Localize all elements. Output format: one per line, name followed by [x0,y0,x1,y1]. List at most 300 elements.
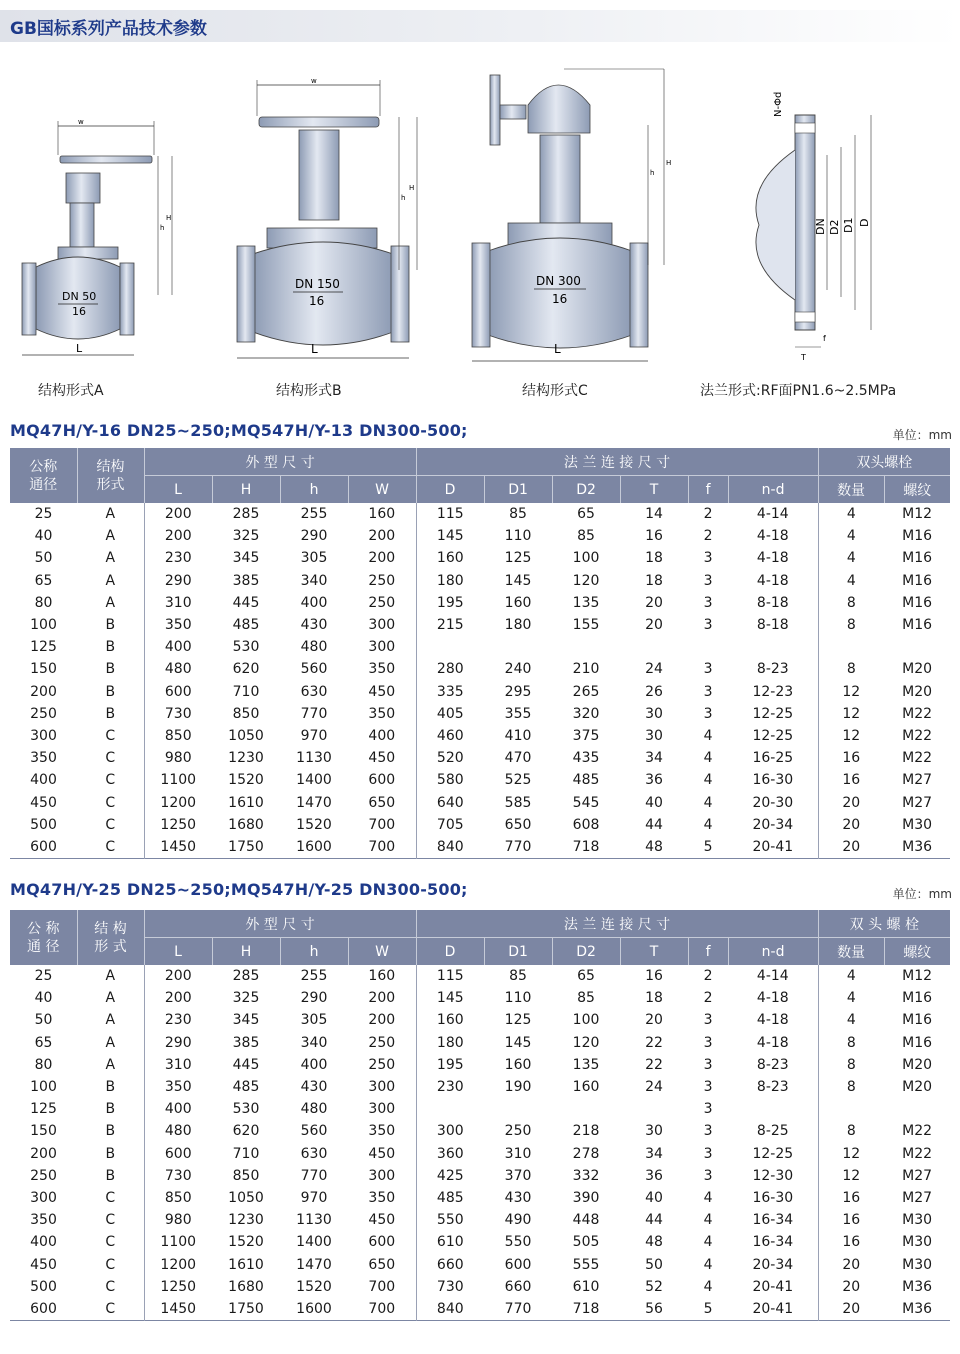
table-cell: 20-34 [728,814,818,836]
table-cell: 2 [703,506,713,523]
table-cell: 3 [703,1123,713,1140]
table-cell: 600 [30,838,57,855]
table-cell: 30 [645,1123,663,1140]
table-cell: 20-41 [728,1298,818,1321]
subheader-cell: D1 [484,938,552,966]
table-cell: 12-23 [728,681,818,703]
table-cell: 12 [842,1167,861,1184]
table-cell: 195 [436,594,464,611]
table-cell: 8 [846,1056,856,1073]
table-cell: 115 [436,506,464,523]
table-cell: 350 [348,658,416,680]
table-cell [484,1098,552,1120]
table-cell: 700 [348,1276,416,1298]
table-cell [884,636,950,658]
table-cell: 410 [504,727,532,744]
table-cell: 20-30 [728,791,818,813]
table-cell: 16 [645,968,663,985]
table-cell: 85 [577,528,595,545]
table-cell: 4 [703,1189,713,1206]
table-cell: 16-34 [728,1231,818,1253]
table-cell: 485 [436,1189,464,1206]
table-cell: 125 [504,550,532,567]
table-cell: 850 [232,705,260,722]
table-cell: 85 [577,990,595,1007]
table-row [10,1032,950,1054]
table-cell: 650 [504,816,532,833]
subheader-cell: D2 [552,938,620,966]
table-cell: 485 [232,617,260,634]
spec-table-1 [10,448,950,859]
table-cell: 530 [232,1101,260,1118]
table-cell: 520 [436,750,464,767]
table-cell: 305 [300,550,328,567]
table-cell: 485 [232,1079,260,1096]
dim-w-label: w [311,77,317,85]
table-row [10,614,950,636]
table-cell: 4 [703,1256,713,1273]
table-cell: 145 [504,572,532,589]
table-cell: 3 [703,550,713,567]
table-cell: 280 [436,661,464,678]
table-cell: 1130 [296,750,332,767]
table-cell: 450 [348,1209,416,1231]
table-cell: 50 [34,550,53,567]
table-cell: 400 [164,639,192,656]
table-cell: 200 [164,968,192,985]
table-cell: 1050 [228,1189,264,1206]
subheader-cell: T [620,476,688,504]
table-cell: 150 [30,661,57,678]
body-pn-label: 16 [72,305,86,318]
table-cell: 18 [645,990,663,1007]
table-cell: 650 [348,1253,416,1275]
table-cell: M22 [902,1123,933,1140]
table-cell: 16 [842,772,861,789]
subheader-cell: D2 [552,476,620,504]
table-cell: 1450 [160,1300,197,1317]
header-form: 结 构 形 式 [77,910,144,965]
header-bolts: 双 头 螺 栓 [818,910,950,938]
table-cell: 8 [846,1034,856,1051]
table-cell: 8-18 [728,614,818,636]
table-cell: 20 [842,1256,861,1273]
dim-H-label: H [166,214,172,222]
subheader-cell: h [280,476,348,504]
table-cell: 310 [504,1145,532,1162]
table-cell: 20-34 [728,1253,818,1275]
table-cell: 700 [348,1298,416,1321]
table-cell: 5 [703,838,713,855]
table-cell: 650 [348,791,416,813]
header-bar [0,10,960,42]
table-cell: 770 [504,838,532,855]
table-cell: A [77,1054,144,1076]
body-pn-label: 16 [552,292,568,306]
table-cell: 150 [30,1123,57,1140]
dim-h-label: h [160,224,165,232]
table-cell: 8-25 [728,1120,818,1142]
table-cell: 300 [30,727,57,744]
table-cell: 4 [846,506,856,523]
table-cell: 4-18 [728,1009,818,1031]
table-cell: 405 [436,705,464,722]
table-cell: 770 [300,1167,328,1184]
subheader-cell: T [620,938,688,966]
table-cell: B [77,681,144,703]
table-cell: 608 [572,816,600,833]
table-cell: M12 [902,506,933,523]
table-cell: 135 [572,1056,600,1073]
table-cell: 8 [846,1123,856,1140]
table-cell: 718 [572,838,600,855]
table-cell: B [77,1165,144,1187]
table-cell: 300 [30,1189,57,1206]
dim-l-label: L [76,342,83,355]
table-cell: M36 [902,838,933,855]
table-cell: 1680 [228,816,264,833]
table-cell: 610 [572,1278,600,1295]
table-cell: M22 [902,750,933,767]
table-cell: 850 [164,1189,192,1206]
subheader-cell: L [144,938,212,966]
table-cell: 300 [348,636,416,658]
table-cell: 450 [348,1143,416,1165]
table-cell: 200 [30,683,57,700]
table-cell: 4-18 [728,987,818,1009]
table-cell: 135 [572,594,600,611]
table-cell: M27 [902,794,933,811]
table1-title: MQ47H/Y-16 DN25~250;MQ547H/Y-13 DN300-500; [10,421,468,440]
table-row [10,1298,950,1321]
table-cell: 44 [645,1212,663,1229]
table-cell: 4 [846,528,856,545]
table-cell: 250 [30,1167,57,1184]
table-cell: 730 [164,705,192,722]
table-cell: 700 [348,836,416,859]
table-cell: 110 [504,528,532,545]
table-cell: C [77,1231,144,1253]
table-cell: M22 [902,1145,933,1162]
table-cell: 65 [34,1034,53,1051]
table-cell: 200 [348,547,416,569]
table-cell: B [77,1098,144,1120]
table-cell: 4 [703,772,713,789]
table-cell: 2 [703,528,713,545]
dim-H-label: H [409,184,415,192]
table-cell: 4-18 [728,547,818,569]
table-cell: 1100 [160,772,197,789]
table-cell [416,1098,484,1120]
subheader-cell: 数量 [818,938,884,966]
table-row [10,658,950,680]
table-cell: 350 [164,1079,192,1096]
subheader-cell: 数量 [818,476,884,504]
table-cell: 1230 [228,750,264,767]
table-cell: A [77,1009,144,1031]
flange-diagram [745,75,895,365]
table-cell: 4 [846,990,856,1007]
table-cell: 980 [164,1212,192,1229]
table-cell: 445 [232,594,260,611]
table-cell: 450 [348,747,416,769]
table-cell: 718 [572,1300,600,1317]
table-cell: 980 [164,750,192,767]
table-cell: M12 [902,968,933,985]
table-cell: 200 [30,1145,57,1162]
table-cell: 200 [164,528,192,545]
table-row [10,1076,950,1098]
table-cell: 345 [232,1012,260,1029]
table-cell: 155 [572,617,600,634]
table-cell: 200 [164,506,192,523]
table-cell: 710 [232,1145,260,1162]
table-cell: 1100 [160,1234,197,1251]
table-row [10,791,950,813]
table-cell: 585 [504,794,532,811]
flange-label-d: D [858,218,871,227]
table-cell: 560 [300,1123,328,1140]
table-cell: A [77,987,144,1009]
table-cell: 2 [703,990,713,1007]
table-cell: 40 [34,990,53,1007]
table-cell: 8-23 [728,1054,818,1076]
subheader-cell: L [144,476,212,504]
table-cell: 400 [30,772,57,789]
flange-label-nd: N-Φd [773,91,784,117]
table-cell: 250 [348,1054,416,1076]
table-cell: 620 [232,1123,260,1140]
table-row [10,965,950,987]
table-cell: 1600 [296,838,332,855]
table-cell: 4 [703,816,713,833]
table-cell: 22 [645,1034,663,1051]
table-cell: 1200 [160,1256,197,1273]
table1-unit: 单位：mm [892,428,952,442]
header-outline-dims: 外 型 尺 寸 [144,910,416,938]
table-cell: 3 [703,1012,713,1029]
table-cell: 240 [504,661,532,678]
table-cell: 435 [572,750,600,767]
table-cell: 24 [645,1079,663,1096]
table-cell: 480 [300,639,328,656]
table-cell [728,636,818,658]
table-cell: 4 [703,750,713,767]
table-cell: 400 [348,725,416,747]
table-row [10,769,950,791]
table-cell: 20 [842,1300,861,1317]
table-cell [818,636,884,658]
table-cell: 1250 [160,1278,197,1295]
table-cell: 4 [846,550,856,567]
table-cell: C [77,747,144,769]
table-cell: 970 [300,1189,328,1206]
table-cell: M22 [902,705,933,722]
table-cell [552,1098,620,1120]
table-cell: C [77,1187,144,1209]
header-flange-dims: 法 兰 连 接 尺 寸 [416,448,818,476]
table-cell: M30 [902,1234,933,1251]
table-cell: 255 [300,968,328,985]
table-cell: M36 [902,1278,933,1295]
table-cell: 8 [846,617,856,634]
table-cell: 450 [30,794,57,811]
table-cell: 25 [34,506,53,523]
table-cell: 18 [645,572,663,589]
table-cell: 560 [300,661,328,678]
table-cell: 100 [30,617,57,634]
table-cell: 550 [504,1234,532,1251]
flange-label-d1: D1 [842,217,855,233]
table-cell: 350 [30,750,57,767]
dim-l-label: L [311,342,318,356]
table-cell: 65 [577,968,595,985]
valve-diagram-b [235,70,435,365]
table-row [10,1187,950,1209]
table-cell: 160 [348,503,416,525]
table-cell: 190 [504,1079,532,1096]
table-cell: 80 [34,594,53,611]
table-cell: M20 [902,683,933,700]
table-cell: A [77,547,144,569]
table-cell: 145 [504,1034,532,1051]
subheader-cell: W [348,476,416,504]
subheader-cell: f [688,476,728,504]
table-cell: 3 [703,617,713,634]
table-cell: 445 [232,1056,260,1073]
table-cell: 705 [436,816,464,833]
table-cell: 350 [348,1187,416,1209]
table-cell: 610 [436,1234,464,1251]
table-cell: 840 [436,1300,464,1317]
table-cell: 350 [348,1120,416,1142]
table-cell: 430 [300,617,328,634]
table-row [10,1098,950,1120]
subheader-cell: 螺纹 [884,476,950,504]
dim-w-label: w [78,118,84,126]
flange-label-d2: D2 [828,219,841,235]
table-cell: 730 [164,1167,192,1184]
table-cell: 56 [645,1300,663,1317]
table-cell: C [77,791,144,813]
table-cell: 44 [645,816,663,833]
table-cell: 34 [645,1145,663,1162]
table-cell: 700 [348,814,416,836]
table-cell: 4 [703,1212,713,1229]
diagram-caption-flange: 法兰形式:RF面PN1.6~2.5MPa [700,383,897,399]
table-cell: 4 [703,794,713,811]
table-cell: 490 [504,1212,532,1229]
table-cell: M16 [902,1034,933,1051]
table-cell: 1610 [228,1256,264,1273]
subheader-cell: 螺纹 [884,938,950,966]
diagram-caption-c: 结构形式C [522,383,588,399]
table-cell: 332 [572,1167,600,1184]
table-cell: 115 [436,968,464,985]
table-cell: A [77,503,144,525]
table-cell: 300 [348,1076,416,1098]
table-cell: 1400 [296,772,332,789]
dim-l-label: L [554,342,561,356]
table-cell: C [77,836,144,859]
table-cell: 2 [703,968,713,985]
table-cell: 16 [645,528,663,545]
table-cell: M20 [902,1079,933,1096]
table-cell: 160 [348,965,416,987]
table-cell: M30 [902,1256,933,1273]
table-cell: 12-25 [728,1143,818,1165]
table-cell: 1470 [296,794,332,811]
table-cell: 125 [30,1101,57,1118]
table-cell: 350 [30,1212,57,1229]
table-cell: 3 [703,1101,713,1118]
table-cell: 730 [436,1278,464,1295]
table-cell: 5 [703,1300,713,1317]
table-row [10,1143,950,1165]
table-cell: 350 [348,703,416,725]
table-cell: 16-34 [728,1209,818,1231]
table-cell: 4 [846,572,856,589]
table-cell: 400 [30,1234,57,1251]
table-cell: 4-18 [728,525,818,547]
table-cell [620,636,688,658]
table-cell: M30 [902,816,933,833]
table-cell: 48 [645,1234,663,1251]
table-cell: 3 [703,705,713,722]
table-row [10,987,950,1009]
table-cell: 640 [436,794,464,811]
table-cell: 145 [436,990,464,1007]
table-cell: 20 [842,794,861,811]
table-cell: 660 [504,1278,532,1295]
table-row [10,1276,950,1298]
table-cell: 50 [34,1012,53,1029]
table-cell: 850 [232,1167,260,1184]
table-cell: 4 [846,1012,856,1029]
table-cell: 4 [703,1278,713,1295]
table-cell: 20 [842,838,861,855]
table-cell: 18 [645,550,663,567]
table-cell: 300 [436,1123,464,1140]
table-row [10,503,950,525]
table-cell: 355 [504,705,532,722]
table-cell: 375 [572,727,600,744]
table-cell [552,636,620,658]
table-cell: 448 [572,1212,600,1229]
header-bolts: 双头螺栓 [818,448,950,476]
table-cell [728,1098,818,1120]
table-cell: 4-18 [728,570,818,592]
table-cell: 550 [436,1212,464,1229]
subheader-cell: W [348,938,416,966]
table-cell: M16 [902,572,933,589]
valve-diagram-c [468,55,698,367]
table-cell: 12-25 [728,725,818,747]
table-cell: 16-30 [728,1187,818,1209]
table-cell: 1450 [160,838,197,855]
table-cell: 12-30 [728,1165,818,1187]
table-cell: 555 [572,1256,600,1273]
table-cell: 340 [300,1034,328,1051]
table-cell: A [77,570,144,592]
table-cell: 1400 [296,1234,332,1251]
table-cell [416,636,484,658]
table-cell: 1520 [228,1234,264,1251]
dim-h-label: h [401,194,406,202]
table-cell: 370 [504,1167,532,1184]
table-cell: 295 [504,683,532,700]
table-cell: 20 [842,816,861,833]
